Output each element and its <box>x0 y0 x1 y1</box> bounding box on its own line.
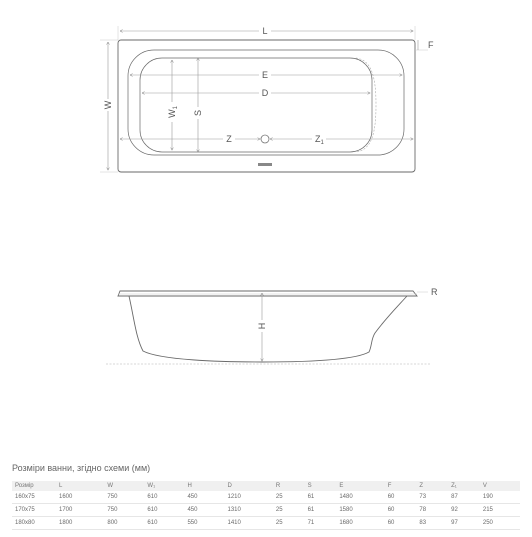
table-header-cell: S <box>305 481 337 491</box>
label-Z: Z <box>226 134 232 144</box>
table-header-cell: Z <box>416 481 448 491</box>
table-cell: 71 <box>305 517 337 530</box>
table-cell: 61 <box>305 491 337 504</box>
table-cell: 215 <box>480 504 520 517</box>
label-W1: $W_1$ <box>167 106 179 118</box>
table-row <box>12 504 520 517</box>
table-header-row <box>12 481 520 491</box>
table-cell: 25 <box>273 491 305 504</box>
drain-icon <box>261 135 269 143</box>
table-title: Розміри ванни, згідно схеми (мм) <box>12 463 151 473</box>
table-cell: 87 <box>448 491 480 504</box>
tub-side-rim <box>118 291 417 296</box>
table-cell: 60 <box>385 504 417 517</box>
table-cell: 250 <box>480 517 520 530</box>
table-header-cell: D <box>224 481 272 491</box>
table-cell: 73 <box>416 491 448 504</box>
table-cell: 180x80 <box>12 517 56 530</box>
top-view <box>100 25 434 172</box>
table-cell: 190 <box>480 491 520 504</box>
overflow-icon <box>258 163 272 166</box>
table-cell: 25 <box>273 504 305 517</box>
table-row <box>12 491 520 504</box>
side-view <box>106 287 438 364</box>
table-cell: 610 <box>144 504 184 517</box>
table-cell: 1800 <box>56 517 104 530</box>
table-cell: 1680 <box>336 517 384 530</box>
table-header-cell: F <box>385 481 417 491</box>
table-header-cell: H <box>184 481 224 491</box>
table-cell: 1600 <box>56 491 104 504</box>
table-cell: 550 <box>184 517 224 530</box>
label-E: E <box>261 70 269 80</box>
table-cell: 750 <box>104 504 144 517</box>
table-cell: 610 <box>144 517 184 530</box>
table-cell: 97 <box>448 517 480 530</box>
table-cell: 1210 <box>224 491 272 504</box>
table-cell: 160x75 <box>12 491 56 504</box>
table-cell: 1580 <box>336 504 384 517</box>
table-header-cell: Розмір <box>12 481 56 491</box>
table-header-cell: W <box>104 481 144 491</box>
table-cell: 1700 <box>56 504 104 517</box>
dimensions-table <box>12 481 520 530</box>
label-D: D <box>261 88 269 98</box>
table-header-cell: L <box>56 481 104 491</box>
table-cell: 60 <box>385 517 417 530</box>
table-cell: 25 <box>273 517 305 530</box>
table-cell: 1410 <box>224 517 272 530</box>
label-Z1: $Z_1$ <box>315 134 324 146</box>
table-cell: 60 <box>385 491 417 504</box>
table-cell: 170x75 <box>12 504 56 517</box>
table-cell: 61 <box>305 504 337 517</box>
table-cell: 750 <box>104 491 144 504</box>
label-H: H <box>257 322 267 330</box>
label-W: W <box>103 100 113 110</box>
table-cell: 83 <box>416 517 448 530</box>
table-cell: 1310 <box>224 504 272 517</box>
table-row <box>12 517 520 530</box>
table-cell: 78 <box>416 504 448 517</box>
table-cell: 450 <box>184 491 224 504</box>
table-cell: 92 <box>448 504 480 517</box>
table-cell: 450 <box>184 504 224 517</box>
label-F: F <box>428 40 434 50</box>
table-header-cell: V <box>480 481 520 491</box>
label-L: L <box>262 26 268 36</box>
label-S: S <box>193 109 203 117</box>
headrest-outline <box>356 58 376 152</box>
table-cell: 610 <box>144 491 184 504</box>
table-cell: 1480 <box>336 491 384 504</box>
table-cell: 800 <box>104 517 144 530</box>
table-header-cell: R <box>273 481 305 491</box>
table-header-cell: W₁ <box>144 481 184 491</box>
table-header-cell: Z₁ <box>448 481 480 491</box>
label-R: R <box>431 287 438 297</box>
table-header-cell: E <box>336 481 384 491</box>
